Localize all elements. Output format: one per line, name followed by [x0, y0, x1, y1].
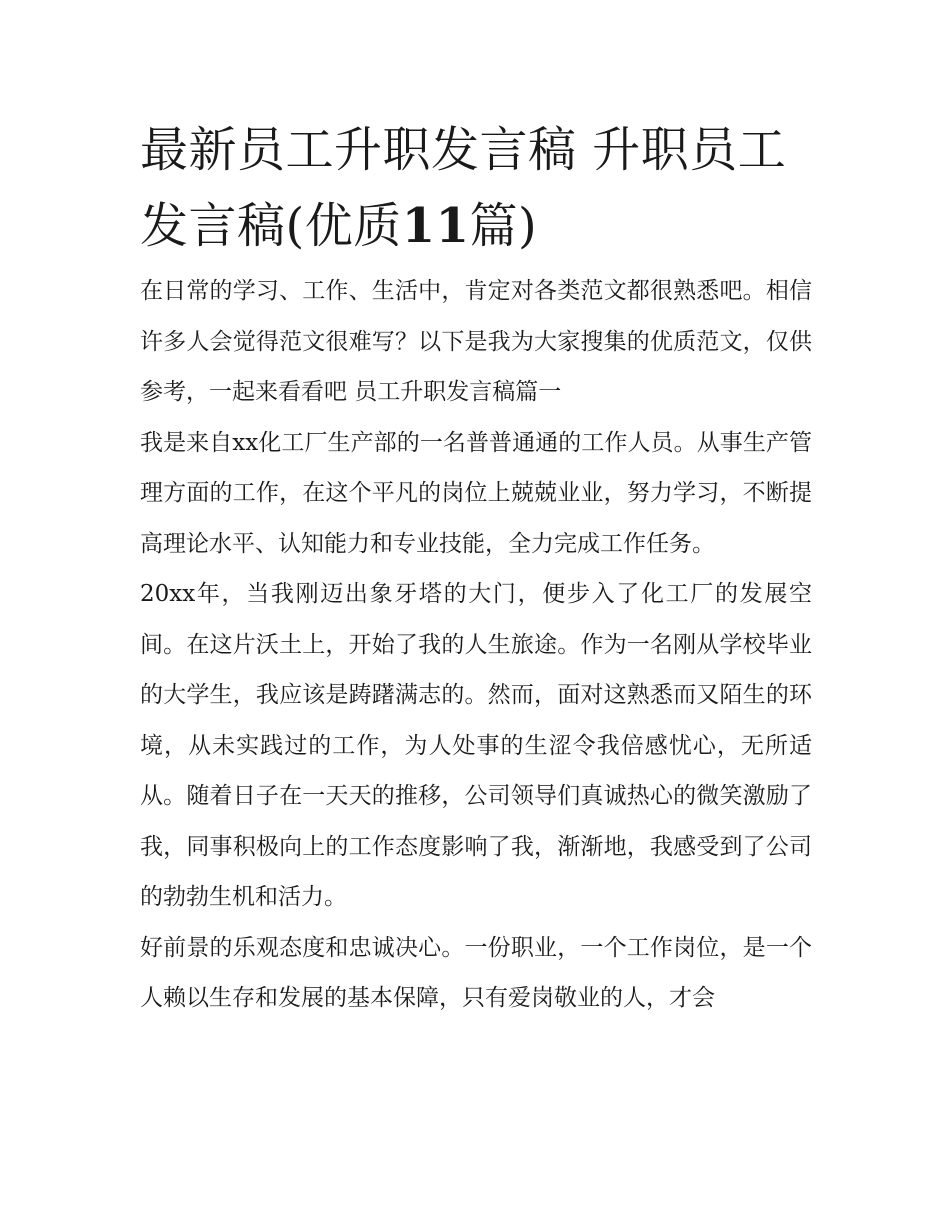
document-title — [140, 112, 812, 264]
document-content — [140, 112, 812, 1024]
paragraph-2: 20xx年，当我刚迈出象牙塔的大门，便步入了化工厂的发展空间。在这片沃土上，开始了我的人生旅途。作为一名刚从学校毕业的大学生，我应该是踌躇满志的。然而，面对这熟悉而又陌生的环境，从未实践过的工作，为人处事的生涩令我倍感忧心，无所适从。随着日子在一天天的推移，公司领导们真诚热心的微笑激励了我，同事积极向上的工作态度影响了我，渐渐地，我感受到了公司的勃勃生机和活力。 — [140, 581, 812, 910]
paragraph-1: 我是来自xx化工厂生产部的一名普普通通的工作人员。从事生产管理方面的工作，在这个平凡的岗位上兢兢业业，努力学习，不断提高理论水平、认知能力和专业技能，全力完成工作任务。 — [140, 429, 812, 557]
title-text-part1: 最新员工升职发言稿 升职员工发言稿(优质 — [140, 122, 787, 254]
paragraph-intro: 在日常的学习、工作、生活中，肯定对各类范文都很熟悉吧。相信许多人会觉得范文很难写？以下是我为大家搜集的优质范文，仅供参考，一起来看看吧 员工升职发言稿篇一 — [140, 278, 812, 405]
title-text-part2: 篇) — [469, 198, 538, 254]
paragraph-3: 好前景的乐观态度和忠诚决心。一份职业，一个工作岗位，是一个人赖以生存和发展的基本保障，只有爱岗敬业的人，才会 — [140, 934, 812, 1011]
title-number: 11 — [401, 198, 470, 254]
